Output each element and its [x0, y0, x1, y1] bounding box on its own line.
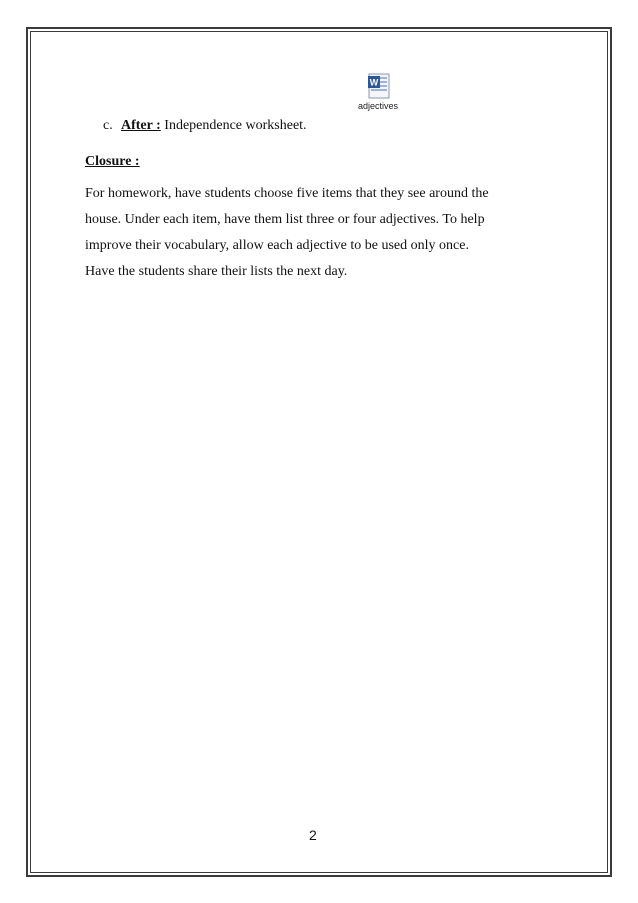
closure-heading: Closure : — [85, 154, 140, 169]
item-label: After : — [121, 118, 161, 133]
paragraph-line: house. Under each item, have them list three or four adjectives. To help — [85, 212, 485, 227]
word-document-icon — [368, 73, 390, 99]
embedded-document-object[interactable] — [352, 73, 404, 119]
paragraph-line: improve their vocabulary, allow each adjective to be used only once. — [85, 238, 469, 253]
object-caption: adjectives — [357, 101, 399, 111]
list-item-after — [103, 117, 307, 135]
paragraph-line: Have the students share their lists the next day. — [85, 264, 348, 279]
page-number: 2 — [309, 827, 317, 843]
paragraph-line: For homework, have students choose five items that they see around the — [85, 186, 489, 201]
svg-text:W: W — [369, 77, 379, 88]
item-text: Independence worksheet. — [160, 118, 307, 133]
closure-paragraph — [85, 181, 545, 285]
list-marker: c. — [103, 118, 113, 133]
